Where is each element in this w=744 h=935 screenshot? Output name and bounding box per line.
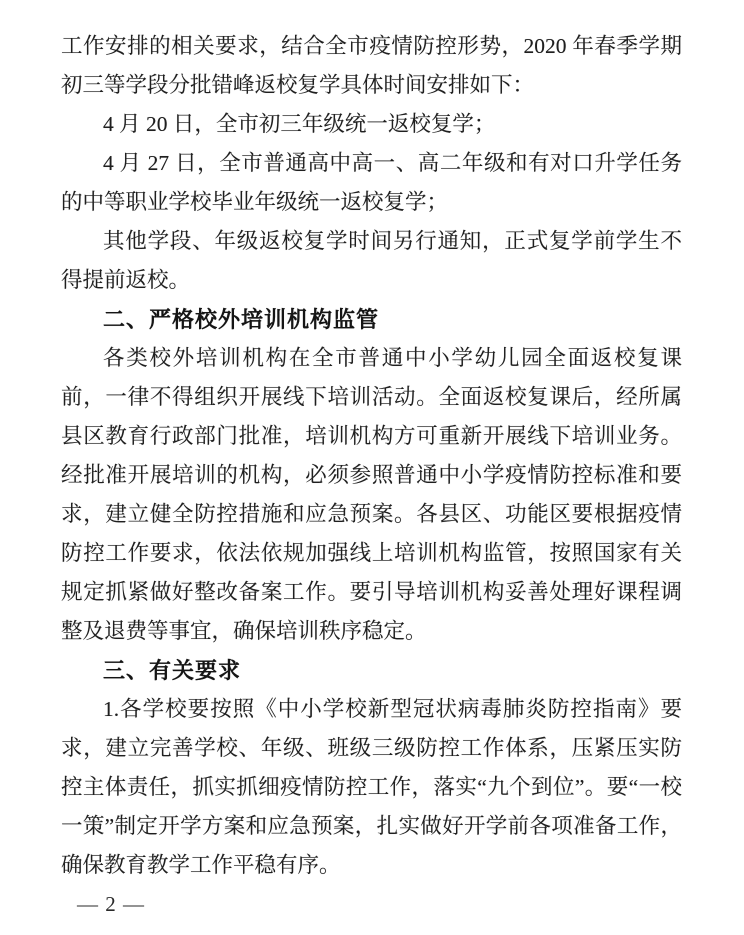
text-line: 的中等职业学校毕业年级统一返校复学； — [61, 190, 449, 214]
text-line: 4 月 27 日，全市普通高中高一、高二年级和有对口升学任务 — [103, 151, 682, 175]
page-number: — 2 — — [77, 892, 145, 916]
text-line: 规定抓紧做好整改备案工作。要引导培训机构妥善处理好课程调 — [61, 580, 682, 604]
text-line: 各类校外培训机构在全市普通中小学幼儿园全面返校复课 — [103, 346, 682, 370]
text-line: 工作安排的相关要求，结合全市疫情防控形势，2020 年春季学期 — [61, 34, 682, 58]
text-line: 求，建立完善学校、年级、班级三级防控工作体系，压紧压实防 — [61, 736, 682, 760]
text-line: 初三等学段分批错峰返校复学具体时间安排如下： — [61, 73, 535, 97]
text-line: 4 月 20 日，全市初三年级统一返校复学； — [103, 112, 496, 136]
text-line: 防控工作要求，依法依规加强线上培训机构监管，按照国家有关 — [61, 541, 682, 565]
text-line: 控主体责任，抓实抓细疫情防控工作，落实“九个到位”。要“一校 — [61, 775, 682, 799]
text-line: 得提前返校。 — [61, 268, 191, 292]
section-heading: 二、严格校外培训机构监管 — [103, 307, 380, 332]
text-line: 经批准开展培训的机构，必须参照普通中小学疫情防控标准和要 — [61, 463, 682, 487]
section-heading: 三、有关要求 — [103, 658, 242, 683]
text-line: 县区教育行政部门批准，培训机构方可重新开展线下培训业务。 — [61, 424, 682, 448]
text-line: 1.各学校要按照《中小学校新型冠状病毒肺炎防控指南》要 — [103, 697, 682, 721]
text-line: 其他学段、年级返校复学时间另行通知，正式复学前学生不 — [103, 229, 682, 253]
text-line: 确保教育教学工作平稳有序。 — [61, 853, 341, 877]
text-line: 整及退费等事宜，确保培训秩序稳定。 — [61, 619, 427, 643]
text-line: 前，一律不得组织开展线下培训活动。全面返校复课后，经所属 — [61, 385, 682, 409]
text-line: 一策”制定开学方案和应急预案，扎实做好开学前各项准备工作， — [61, 814, 682, 838]
text-line: 求，建立健全防控措施和应急预案。各县区、功能区要根据疫情 — [61, 502, 682, 526]
